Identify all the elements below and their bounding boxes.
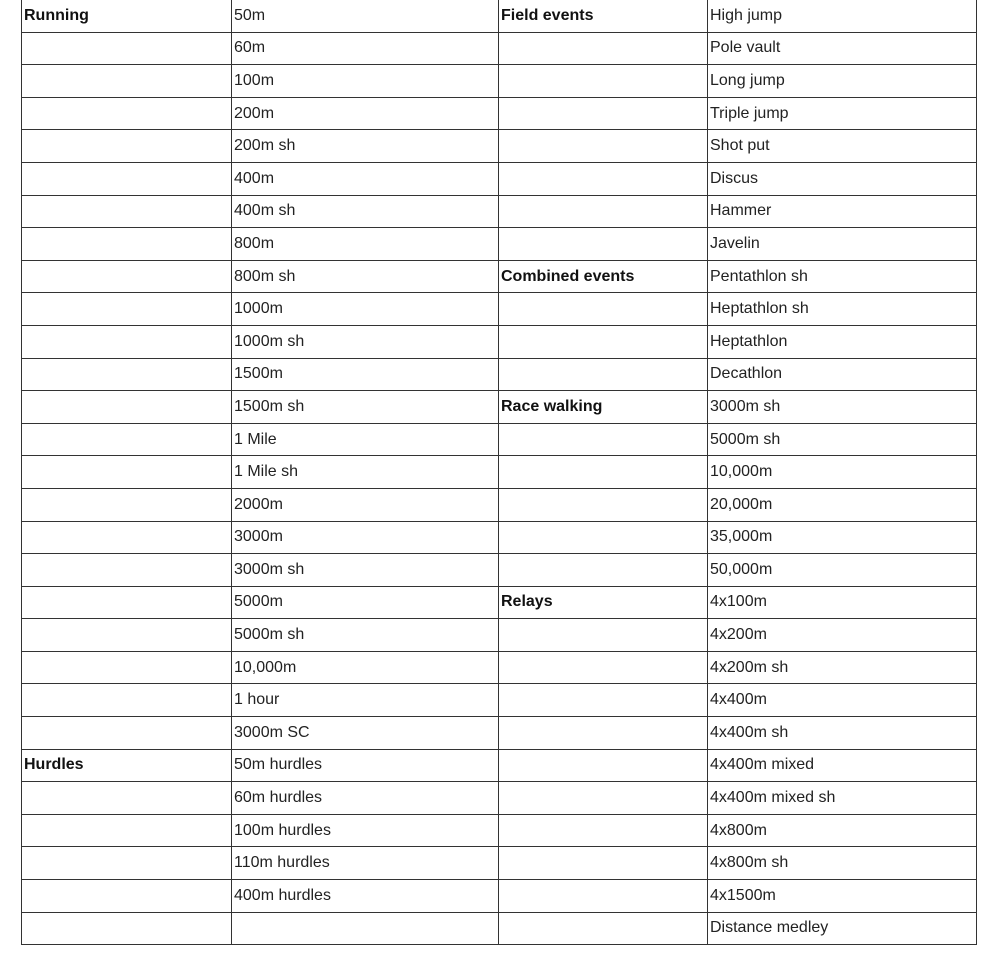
table-cell-discipline-category <box>499 521 708 554</box>
table-cell-discipline-category: Combined events <box>499 260 708 293</box>
table-cell-event-name: Triple jump <box>708 97 977 130</box>
table-cell-discipline-category <box>22 554 232 587</box>
table-cell-event-name: 60m hurdles <box>232 782 499 815</box>
table-cell-discipline-category <box>22 814 232 847</box>
table-cell-discipline-category <box>22 162 232 195</box>
table-row <box>22 0 977 32</box>
table-cell-event-name: Heptathlon <box>708 325 977 358</box>
table-row <box>22 358 977 391</box>
table-cell-discipline-category <box>499 651 708 684</box>
table-row <box>22 651 977 684</box>
table-cell-discipline-category <box>22 651 232 684</box>
table-cell-event-name: 50m hurdles <box>232 749 499 782</box>
table-row <box>22 684 977 717</box>
table-row <box>22 32 977 65</box>
table-cell-event-name: Hammer <box>708 195 977 228</box>
table-cell-event-name: 100m hurdles <box>232 814 499 847</box>
table-row <box>22 260 977 293</box>
table-cell-event-name: 3000m SC <box>232 717 499 750</box>
table-cell-event-name: Discus <box>708 162 977 195</box>
table-cell-discipline-category <box>22 586 232 619</box>
table-cell-event-name: Pole vault <box>708 32 977 65</box>
table-cell-event-name: 1 hour <box>232 684 499 717</box>
table-row <box>22 847 977 880</box>
table-cell-event-name: 4x400m sh <box>708 717 977 750</box>
table-cell-discipline-category: Running <box>22 0 232 32</box>
table-cell-discipline-category <box>499 130 708 163</box>
table-cell-event-name: 800m <box>232 228 499 261</box>
table-cell-discipline-category <box>499 358 708 391</box>
table-row <box>22 228 977 261</box>
table-row <box>22 456 977 489</box>
table-cell-event-name: High jump <box>708 0 977 32</box>
table-row <box>22 130 977 163</box>
table-cell-discipline-category <box>499 162 708 195</box>
table-cell-discipline-category <box>22 293 232 326</box>
table-row <box>22 325 977 358</box>
table-cell-event-name: Decathlon <box>708 358 977 391</box>
table-cell-event-name: 4x200m <box>708 619 977 652</box>
table-cell-discipline-category <box>22 65 232 98</box>
table-row <box>22 880 977 913</box>
table-cell-event-name: 60m <box>232 32 499 65</box>
table-cell-discipline-category <box>22 195 232 228</box>
table-row <box>22 65 977 98</box>
table-cell-discipline-category <box>499 814 708 847</box>
table-cell-event-name: 5000m sh <box>708 423 977 456</box>
table-row <box>22 749 977 782</box>
table-cell-event-name: 3000m <box>232 521 499 554</box>
table-cell-discipline-category <box>22 32 232 65</box>
table-cell-discipline-category <box>499 32 708 65</box>
table-cell-event-name: 4x400m mixed sh <box>708 782 977 815</box>
table-row <box>22 717 977 750</box>
table-cell-event-name: 4x800m sh <box>708 847 977 880</box>
table-cell-event-name: 400m hurdles <box>232 880 499 913</box>
table-cell-event-name: 20,000m <box>708 488 977 521</box>
table-row <box>22 423 977 456</box>
table-cell-discipline-category <box>499 65 708 98</box>
events-table <box>21 0 977 945</box>
table-cell-event-name <box>232 912 499 945</box>
table-cell-discipline-category <box>499 717 708 750</box>
table-cell-event-name: 3000m sh <box>232 554 499 587</box>
table-cell-event-name: 200m <box>232 97 499 130</box>
table-cell-event-name: Javelin <box>708 228 977 261</box>
table-cell-event-name: 400m sh <box>232 195 499 228</box>
table-row <box>22 162 977 195</box>
table-cell-discipline-category: Hurdles <box>22 749 232 782</box>
table-row <box>22 391 977 424</box>
table-cell-discipline-category <box>499 912 708 945</box>
table-cell-discipline-category <box>22 521 232 554</box>
table-cell-discipline-category <box>22 880 232 913</box>
table-row <box>22 782 977 815</box>
table-row <box>22 97 977 130</box>
table-row <box>22 619 977 652</box>
table-cell-event-name: 4x100m <box>708 586 977 619</box>
table-cell-event-name: Heptathlon sh <box>708 293 977 326</box>
table-row <box>22 488 977 521</box>
table-row <box>22 554 977 587</box>
table-cell-event-name: 4x800m <box>708 814 977 847</box>
table-cell-discipline-category <box>499 782 708 815</box>
table-cell-discipline-category <box>22 130 232 163</box>
table-cell-event-name: 1 Mile <box>232 423 499 456</box>
table-cell-discipline-category <box>22 456 232 489</box>
table-cell-discipline-category <box>499 195 708 228</box>
table-cell-event-name: Distance medley <box>708 912 977 945</box>
table-cell-discipline-category <box>22 684 232 717</box>
table-cell-discipline-category <box>22 260 232 293</box>
table-cell-event-name: 4x1500m <box>708 880 977 913</box>
table-cell-event-name: 5000m <box>232 586 499 619</box>
table-cell-discipline-category <box>499 554 708 587</box>
table-cell-discipline-category <box>22 423 232 456</box>
table-cell-event-name: 110m hurdles <box>232 847 499 880</box>
table-cell-event-name: 1000m sh <box>232 325 499 358</box>
table-cell-event-name: Shot put <box>708 130 977 163</box>
table-cell-discipline-category <box>22 847 232 880</box>
table-cell-event-name: Pentathlon sh <box>708 260 977 293</box>
table-cell-event-name: 800m sh <box>232 260 499 293</box>
table-cell-discipline-category: Field events <box>499 0 708 32</box>
table-cell-discipline-category <box>499 97 708 130</box>
table-cell-discipline-category <box>22 717 232 750</box>
table-row <box>22 521 977 554</box>
table-cell-event-name: 1000m <box>232 293 499 326</box>
table-cell-event-name: 4x400m <box>708 684 977 717</box>
table-cell-discipline-category <box>22 391 232 424</box>
table-cell-discipline-category <box>22 228 232 261</box>
table-cell-discipline-category <box>22 358 232 391</box>
table-cell-event-name: 4x200m sh <box>708 651 977 684</box>
table-cell-discipline-category: Relays <box>499 586 708 619</box>
table-cell-discipline-category <box>22 325 232 358</box>
table-cell-event-name: 4x400m mixed <box>708 749 977 782</box>
table-row <box>22 912 977 945</box>
table-cell-event-name: 1500m <box>232 358 499 391</box>
table-cell-event-name: 5000m sh <box>232 619 499 652</box>
table-cell-discipline-category <box>22 782 232 815</box>
table-cell-discipline-category <box>499 228 708 261</box>
table-cell-event-name: 35,000m <box>708 521 977 554</box>
table-row <box>22 195 977 228</box>
table-cell-event-name: 3000m sh <box>708 391 977 424</box>
table-row <box>22 293 977 326</box>
table-cell-discipline-category <box>22 97 232 130</box>
table-cell-discipline-category <box>499 325 708 358</box>
table-cell-discipline-category: Race walking <box>499 391 708 424</box>
table-cell-event-name: 2000m <box>232 488 499 521</box>
table-cell-event-name: 200m sh <box>232 130 499 163</box>
table-cell-discipline-category <box>499 488 708 521</box>
table-cell-discipline-category <box>22 619 232 652</box>
table-cell-event-name: 100m <box>232 65 499 98</box>
table-cell-event-name: 50,000m <box>708 554 977 587</box>
events-table-body <box>22 0 977 945</box>
table-cell-discipline-category <box>22 912 232 945</box>
table-cell-event-name: 10,000m <box>232 651 499 684</box>
table-cell-discipline-category <box>499 619 708 652</box>
table-cell-discipline-category <box>499 880 708 913</box>
table-cell-event-name: 400m <box>232 162 499 195</box>
table-cell-discipline-category <box>499 749 708 782</box>
table-row <box>22 586 977 619</box>
table-cell-discipline-category <box>22 488 232 521</box>
table-cell-event-name: 50m <box>232 0 499 32</box>
table-cell-discipline-category <box>499 423 708 456</box>
table-cell-discipline-category <box>499 684 708 717</box>
table-cell-event-name: 10,000m <box>708 456 977 489</box>
table-cell-event-name: 1500m sh <box>232 391 499 424</box>
table-cell-event-name: Long jump <box>708 65 977 98</box>
table-row <box>22 814 977 847</box>
table-cell-discipline-category <box>499 456 708 489</box>
table-cell-discipline-category <box>499 847 708 880</box>
table-cell-discipline-category <box>499 293 708 326</box>
table-cell-event-name: 1 Mile sh <box>232 456 499 489</box>
